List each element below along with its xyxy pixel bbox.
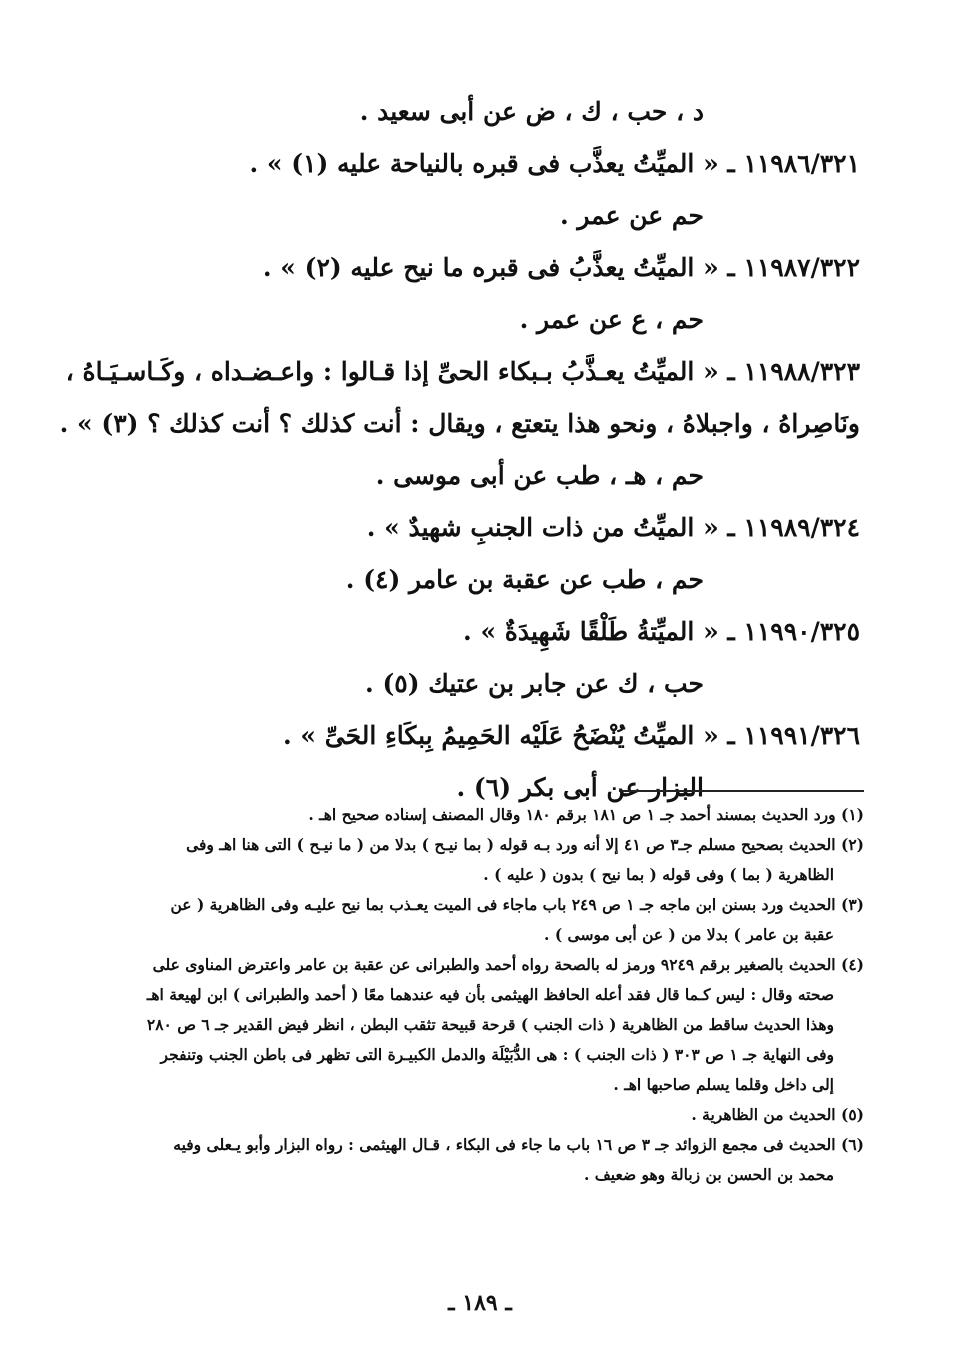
footnote-line: إلى داخل وقلما يسلم صاحبها اهـ .	[613, 1075, 834, 1094]
footnote-line: محمد بن الحسن بن زبالة وهو ضعيف .	[583, 1165, 834, 1184]
footnote-line: (٣) الحديث ورد بسنن ابن ماجه جـ ١ ص ٢٤٩ باب ماجاء فى الميت يعـذب بما نيح عليـه وفى الظاهرية ( عن	[170, 895, 864, 914]
footnote-line: (٤) الحديث بالصغير برقم ٩٢٤٩ ورمز له بالصحة رواه أحمد والطبرانى عن عقبة بن عامر واعترض المناوى على	[152, 955, 864, 974]
source-line: البزار عن أبى بكر (٦) .	[456, 773, 704, 802]
hadith-entry: ١١٩٨٧/٣٢٢ ـ « الميِّتُ يعذَّبُ فى قبره ما نيح عليه (٢) » .	[262, 253, 860, 282]
footnote-4	[98, 950, 864, 1100]
source-line: حم عن عمر .	[559, 201, 704, 230]
footnote-3	[98, 890, 864, 950]
footnote-5	[98, 1100, 864, 1130]
footnote-6	[98, 1130, 864, 1190]
hadith-entry: ١١٩٨٩/٣٢٤ ـ « الميِّتُ من ذات الجنبِ شهيدٌ » .	[366, 513, 860, 542]
hadith-text	[59, 86, 860, 814]
footnote-2	[98, 830, 864, 890]
hadith-entry: ١١٩٩٠/٣٢٥ ـ « الميِّتةُ طَلْقًا شَهِيدَةٌ » .	[463, 617, 860, 646]
source-line: حب ، ك عن جابر بن عتيك (٥) .	[365, 669, 704, 698]
footnotes	[98, 800, 864, 1190]
footnote-1	[98, 800, 864, 830]
footnote-line: وفى النهاية جـ ١ ص ٣٠٣ ( ذات الجنب ) : هى الدُّبَيْلَة والدمل الكبيـرة التى تظهر فى باطن الجنب وتنفجر	[160, 1045, 834, 1064]
source-line: حم ، هـ ، طب عن أبى موسى .	[375, 461, 704, 490]
source-line: حم ، طب عن عقبة بن عامر (٤) .	[345, 565, 704, 594]
footnote-line: (٢) الحديث بصحيح مسلم جـ٣ ص ٤١ إلا أنه ورد بـه قوله ( بما نيـح ) بدلا من ( ما نيـح ) التى هنا اهـ وفى	[186, 835, 864, 854]
footnote-line: الظاهرية ( بما ) وفى قوله ( بما نيح ) بدون ( عليه ) .	[483, 865, 834, 884]
footnote-line: وهذا الحديث ساقط من الظاهرية ( ذات الجنب ) قرحة قبيحة تثقب البطن ، انظر فيض القدير جـ ٦ ص ٢٨٠	[146, 1015, 834, 1034]
footnote-line: عقبة بن عامر ) بدلا من ( عن أبى موسى ) .	[544, 925, 834, 944]
footnote-line: (٥) الحديث من الظاهرية .	[691, 1105, 864, 1124]
source-line: د ، حب ، ك ، ض عن أبى سعيد .	[359, 97, 704, 126]
page-number: ـ ١٨٩ ـ	[448, 1290, 512, 1316]
footnote-line: (٦) الحديث فى مجمع الزوائد جـ ٣ ص ١٦ باب ما جاء فى البكاء ، قـال الهيثمى : رواه البزار وأبو يـعلى وفيه	[173, 1135, 864, 1154]
hadith-entry: ١١٩٨٦/٣٢١ ـ « الميِّتُ يعذَّب فى قبره بالنياحة عليه (١) » .	[249, 149, 860, 178]
hadith-entry-continuation: ونَاصِراهُ ، واجبلاهُ ، ونحو هذا يتعتع ، ويقال : أنت كذلك ؟ أنت كذلك ؟ (٣) » .	[59, 409, 860, 438]
footnote-line: (١) ورد الحديث بمسند أحمد جـ ١ ص ١٨١ برقم ١٨٠ وقال المصنف إسناده صحيح اهـ .	[308, 805, 864, 824]
hadith-entry: ١١٩٨٨/٣٢٣ ـ « الميِّتُ يعـذَّبُ بـبكاء الحىِّ إذا قـالوا : واعـضـداه ، وكَـاسـيَـاهُ ،	[65, 357, 860, 386]
footnote-line: صحته وقال : ليس كـما قال فقد أعله الحافظ الهيثمى بأن فيه عندهما معًا ( أحمد والطبرانى ) ابن لهيعة اهـ	[146, 985, 834, 1004]
source-line: حم ، ع عن عمر .	[519, 305, 704, 334]
hadith-entry: ١١٩٩١/٣٢٦ ـ « الميِّتُ يُنْضَحُ عَلَيْه الحَمِيمُ بِبكَاءِ الحَىِّ » .	[283, 721, 860, 750]
footnote-divider	[619, 790, 864, 792]
